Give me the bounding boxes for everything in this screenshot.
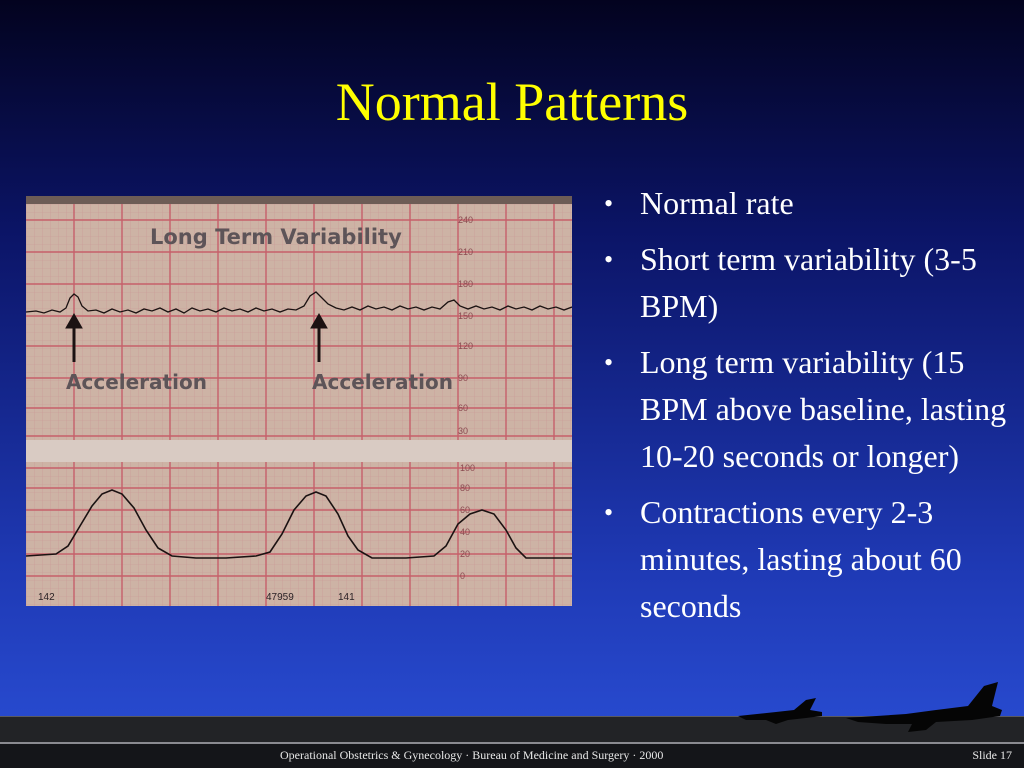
strip-separator bbox=[26, 440, 572, 462]
bullet-text: Short term variability (3-5 BPM) bbox=[640, 241, 977, 324]
fhr-scale-label: 90 bbox=[458, 373, 469, 383]
bullet-marker: • bbox=[604, 348, 614, 377]
fhr-scale-label: 150 bbox=[458, 311, 474, 321]
fhr-scale-label: 210 bbox=[458, 247, 474, 257]
uc-scale-label: 40 bbox=[460, 527, 471, 537]
fhr-scale-label: 60 bbox=[458, 403, 469, 413]
footer-text: Operational Obstetrics & Gynecology · Bureau of Medicine and Surgery · 2000 bbox=[280, 748, 664, 762]
bullet-list bbox=[598, 180, 1008, 639]
uc-scale-label: 0 bbox=[460, 571, 466, 581]
slide-number: Slide 17 bbox=[972, 748, 1012, 762]
fhr-scale-label: 240 bbox=[458, 215, 474, 225]
strip-label-long-term-variability: Long Term Variability bbox=[150, 225, 402, 249]
bullet-text: Contractions every 2-3 minutes, lasting about 60 seconds bbox=[640, 494, 962, 624]
slide-title: Normal Patterns bbox=[335, 72, 689, 132]
bullet-item bbox=[598, 339, 1008, 480]
fighter-jets-icon bbox=[736, 680, 1006, 736]
fhr-scale-label: 180 bbox=[458, 279, 474, 289]
bullet-text: Long term variability (15 BPM above baseline, lasting 10-20 seconds or longer) bbox=[640, 344, 1007, 474]
uc-scale-label: 20 bbox=[460, 549, 471, 559]
bullet-marker: • bbox=[604, 245, 614, 274]
bullet-item bbox=[598, 489, 1008, 630]
fhr-scale-label: 30 bbox=[458, 426, 469, 436]
strip-number-center: 47959 bbox=[266, 592, 294, 603]
strip-label-acceleration-1: Acceleration bbox=[66, 370, 207, 394]
uc-scale-label: 80 bbox=[460, 483, 471, 493]
bullet-marker: • bbox=[604, 189, 614, 218]
strip-number-left: 142 bbox=[38, 592, 55, 603]
bullet-marker: • bbox=[604, 498, 614, 527]
bullet-item bbox=[598, 236, 1008, 330]
uc-scale-label: 60 bbox=[460, 505, 471, 515]
bullet-item bbox=[598, 180, 1008, 227]
strip-label-acceleration-2: Acceleration bbox=[312, 370, 453, 394]
bullet-text: Normal rate bbox=[640, 185, 794, 221]
strip-number-right: 141 bbox=[338, 592, 355, 603]
fhr-scale-label: 120 bbox=[458, 341, 474, 351]
fetal-monitor-strip-photo bbox=[26, 196, 572, 606]
uc-scale-label: 100 bbox=[460, 463, 476, 473]
